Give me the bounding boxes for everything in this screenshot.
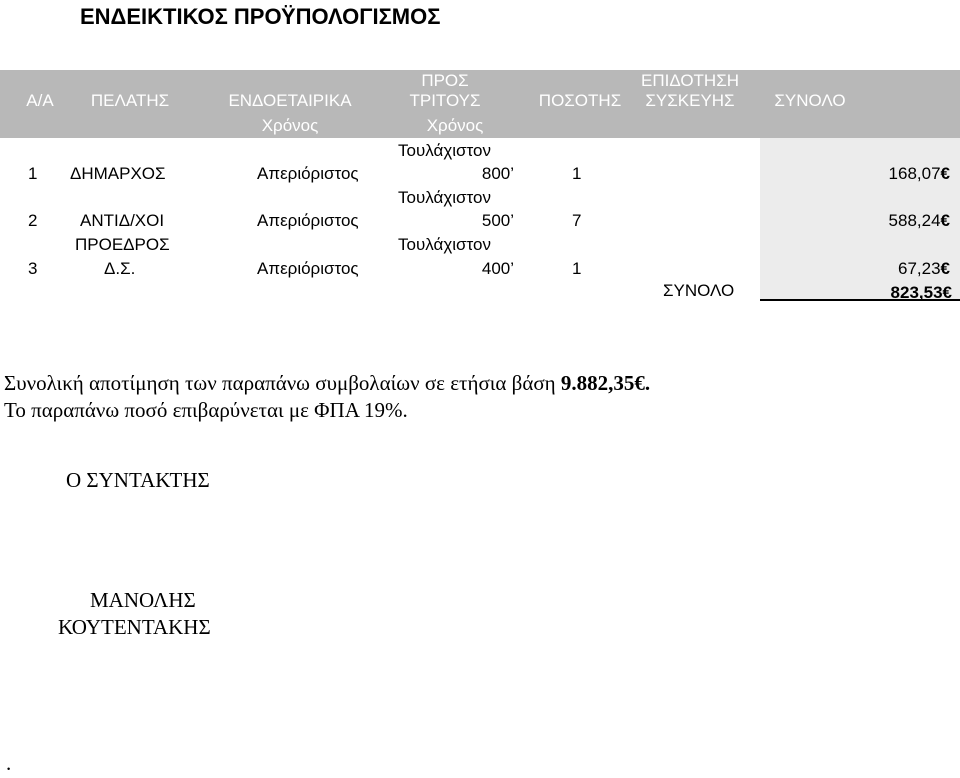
- row3-customer-line2: Δ.Σ.: [104, 259, 136, 278]
- header-third-line3: Χρόνος: [426, 116, 484, 135]
- row3-customer-line1: ΠΡΟΕΔΡΟΣ: [75, 235, 170, 254]
- row1-quantity: 1: [572, 164, 582, 183]
- row1-third-label: Τουλάχιστον: [398, 141, 491, 160]
- summary-label: ΣΥΝΟΛΟ: [663, 281, 735, 300]
- header-third-line2: ΤΡΙΤΟΥΣ: [409, 91, 481, 110]
- euro-icon: €: [634, 371, 645, 395]
- row2-total-value: 588,24: [888, 211, 941, 230]
- row3-third-label: Τουλάχιστον: [398, 235, 491, 254]
- row1-intra: Απεριόριστος: [257, 164, 359, 183]
- row1-third-value: 800’: [481, 164, 514, 183]
- footer-mark: .: [6, 751, 12, 775]
- row2-quantity: 7: [572, 211, 582, 230]
- note-line-1-text: Συνολική αποτίμηση των παραπάνω συμβολαίων σε ετήσια βάση: [4, 371, 561, 395]
- euro-icon: €: [940, 164, 950, 183]
- header-quantity: ΠΟΣΟΤΗΣ: [538, 91, 622, 110]
- summary-total: [840, 282, 952, 303]
- signature-name-line2: ΚΟΥΤΕΝΤΑΚΗΣ: [58, 615, 211, 639]
- header-intra-line2: Χρόνος: [261, 116, 319, 135]
- row2-third-label: Τουλάχιστον: [398, 188, 491, 207]
- note-line-1-suffix: .: [644, 371, 651, 395]
- header-intra-line1: ΕΝΔΟΕΤΑΙΡΙΚΑ: [228, 91, 352, 110]
- row1-aa: 1: [28, 164, 38, 183]
- note-line-1: [4, 370, 650, 396]
- row3-third-value: 400’: [481, 259, 514, 278]
- header-subsidy-line2: ΣΥΣΚΕΥΗΣ: [645, 91, 735, 110]
- row2-customer: ΑΝΤΙΔ/ΧΟΙ: [80, 211, 165, 230]
- note-line-2: Το παραπάνω ποσό επιβαρύνεται με ΦΠΑ 19%.: [4, 398, 408, 422]
- header-aa: Α/Α: [26, 91, 54, 110]
- euro-icon: €: [940, 211, 950, 230]
- summary-total-value: 823,53: [890, 283, 943, 302]
- row3-total: [840, 258, 950, 279]
- row2-intra: Απεριόριστος: [257, 211, 359, 230]
- signature-role: Ο ΣΥΝΤΑΚΤΗΣ: [66, 468, 210, 492]
- row2-aa: 2: [28, 211, 38, 230]
- header-total: ΣΥΝΟΛΟ: [774, 91, 846, 110]
- document-title: ΕΝΔΕΙΚΤΙΚΟΣ ΠΡΟΫΠΟΛΟΓΙΣΜΟΣ: [80, 4, 441, 29]
- header-subsidy-line1: ΕΠΙΔΟΤΗΣΗ: [640, 71, 739, 90]
- header-customer: ΠΕΛΑΤΗΣ: [90, 91, 170, 110]
- row2-third-value: 500’: [481, 211, 514, 230]
- euro-icon: €: [940, 259, 950, 278]
- row2-total: [840, 210, 950, 231]
- note-line-1-amount: 9.882,35: [560, 371, 635, 395]
- header-third-line1: ΠΡΟΣ: [421, 71, 469, 90]
- row3-total-value: 67,23: [897, 259, 941, 278]
- row1-total-value: 168,07: [888, 164, 941, 183]
- row3-quantity: 1: [572, 259, 582, 278]
- row3-aa: 3: [28, 259, 38, 278]
- signature-name-line1: ΜΑΝΟΛΗΣ: [90, 588, 196, 612]
- row1-total: [840, 163, 950, 184]
- row3-intra: Απεριόριστος: [257, 259, 359, 278]
- row1-customer: ΔΗΜΑΡΧΟΣ: [70, 164, 166, 183]
- euro-icon: €: [942, 283, 952, 302]
